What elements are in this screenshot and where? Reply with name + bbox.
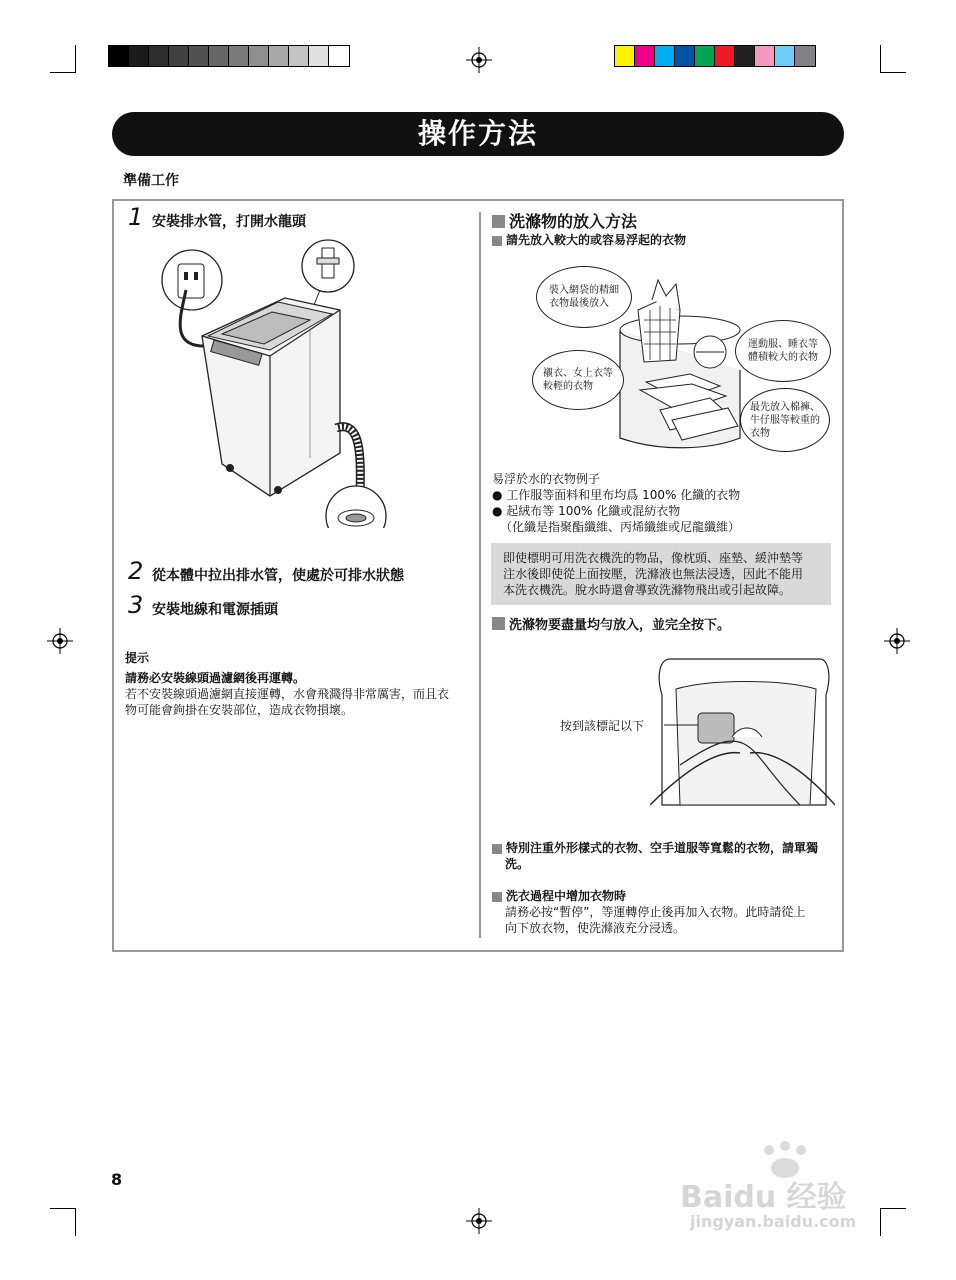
square-bullet-icon bbox=[492, 215, 505, 228]
watermark-url: jingyan.baidu.com bbox=[690, 1212, 857, 1231]
calibration-swatch bbox=[209, 46, 229, 66]
crop-mark bbox=[75, 45, 76, 73]
special-note-cont: 洗。 bbox=[505, 857, 530, 871]
crop-mark bbox=[880, 45, 881, 73]
page-number: 8 bbox=[111, 1170, 123, 1189]
calibration-swatch bbox=[149, 46, 169, 66]
crop-mark bbox=[50, 1208, 76, 1209]
section-heading bbox=[492, 209, 637, 232]
step-number: 3 bbox=[128, 591, 144, 619]
step-2 bbox=[128, 557, 468, 587]
tip-body-line: 若不安裝線頭過濾網直接運轉，水會飛濺得非常厲害，而且衣 bbox=[125, 687, 450, 701]
section-subtitle: 準備工作 bbox=[123, 173, 179, 189]
step-1 bbox=[128, 203, 458, 233]
notice-box bbox=[491, 543, 831, 605]
registration-mark-icon bbox=[466, 1208, 492, 1234]
calibration-swatch bbox=[289, 46, 309, 66]
notice-line: 即使標明可用洗衣機洗的物品，像枕頭、座墊、緩沖墊等 bbox=[503, 551, 804, 565]
page-title: 操作方法 bbox=[112, 112, 844, 156]
calibration-swatch bbox=[735, 46, 755, 66]
calibration-swatch bbox=[309, 46, 329, 66]
crop-mark bbox=[50, 72, 76, 73]
registration-mark-icon bbox=[47, 628, 73, 654]
section-sub-text: 請先放入較大的或容易浮起的衣物 bbox=[506, 233, 687, 247]
float-example-item: ● 起絨布等 100% 化纖或混紡衣物 bbox=[492, 504, 681, 518]
calibration-swatch bbox=[329, 46, 349, 66]
section-subheading bbox=[492, 232, 686, 248]
float-examples-heading: 易浮於水的衣物例子 bbox=[492, 472, 601, 486]
tip-body-line: 物可能會鉤掛在安裝部位，造成衣物損壞。 bbox=[125, 703, 354, 717]
square-bullet-icon bbox=[492, 617, 505, 630]
notice-line: 本洗衣機洗。脫水時還會導致洗滌物飛出或引起故障。 bbox=[503, 583, 792, 597]
net-bag-callout: 裝入網袋的精細 衣物最後放入 bbox=[536, 266, 632, 328]
color-calibration-bar bbox=[614, 45, 816, 67]
section-title: 洗滌物的放入方法 bbox=[509, 212, 638, 231]
calibration-swatch bbox=[635, 46, 655, 66]
square-bullet-icon bbox=[492, 892, 502, 902]
calibration-swatch bbox=[755, 46, 775, 66]
calibration-swatch bbox=[229, 46, 249, 66]
step-3 bbox=[128, 591, 468, 621]
add-clothes-body: 請務必按“暫停”，等運轉停止後再加入衣物。此時請從上 bbox=[505, 905, 806, 919]
crop-mark bbox=[880, 1208, 906, 1209]
tip-label: 提示 bbox=[125, 651, 150, 665]
step-text: 安裝排水管，打開水龍頭 bbox=[152, 214, 306, 230]
special-note: 特別注重外形樣式的衣物、空手道服等寬鬆的衣物，請單獨 bbox=[492, 840, 818, 856]
calibration-swatch bbox=[249, 46, 269, 66]
calibration-swatch bbox=[169, 46, 189, 66]
calibration-swatch bbox=[695, 46, 715, 66]
calibration-swatch bbox=[189, 46, 209, 66]
grayscale-calibration-bar bbox=[108, 45, 350, 67]
registration-mark-icon bbox=[466, 47, 492, 73]
press-mark-label: 按到該標記以下 bbox=[560, 719, 645, 733]
sports-clothes-callout: 運動服、睡衣等 體積較大的衣物 bbox=[735, 320, 831, 382]
bullet-icon: ● bbox=[492, 488, 507, 502]
float-example-item: ● 工作服等面料和里布均爲 100% 化纖的衣物 bbox=[492, 488, 741, 502]
step-number: 2 bbox=[128, 557, 144, 585]
tip-heading: 請務必安裝線頭過濾網後再運轉。 bbox=[125, 671, 306, 685]
calibration-swatch bbox=[775, 46, 795, 66]
crop-mark bbox=[75, 1208, 76, 1236]
calibration-swatch bbox=[795, 46, 815, 66]
step-number: 1 bbox=[128, 203, 144, 231]
registration-mark-icon bbox=[884, 628, 910, 654]
calibration-swatch bbox=[615, 46, 635, 66]
square-bullet-icon bbox=[492, 844, 502, 854]
float-example-note: （化纖是指聚酯纖維、丙烯纖維或尼龍纖維） bbox=[500, 520, 741, 534]
calibration-swatch bbox=[269, 46, 289, 66]
calibration-swatch bbox=[655, 46, 675, 66]
heavy-clothes-callout: 最先放入棉褲、 牛仔服等較重的 衣物 bbox=[740, 388, 830, 452]
crop-mark bbox=[880, 1208, 881, 1236]
step-text: 從本體中拉出排水管，使處於可排水狀態 bbox=[152, 568, 404, 584]
watermark-brand: Baidu 经验 bbox=[680, 1180, 847, 1215]
calibration-swatch bbox=[675, 46, 695, 66]
add-clothes-heading: 洗衣過程中增加衣物時 bbox=[492, 888, 626, 904]
shirts-callout: 襯衣、女上衣等 較輕的衣物 bbox=[532, 350, 624, 410]
crop-mark bbox=[880, 72, 906, 73]
press-heading: 洗滌物要盡量均勻放入，並完全按下。 bbox=[492, 614, 730, 633]
column-divider bbox=[479, 212, 481, 938]
calibration-swatch bbox=[129, 46, 149, 66]
calibration-swatch bbox=[109, 46, 129, 66]
bullet-icon: ● bbox=[492, 504, 507, 518]
press-laundry-illustration bbox=[650, 655, 835, 825]
washing-machine-illustration bbox=[160, 238, 400, 528]
calibration-swatch bbox=[715, 46, 735, 66]
notice-line: 注水後即使從上面按壓，洗滌液也無法浸透，因此不能用 bbox=[503, 567, 804, 581]
step-text: 安裝地線和電源插頭 bbox=[152, 602, 278, 618]
add-clothes-body: 向下放衣物，使洗滌液充分浸透。 bbox=[505, 921, 686, 935]
square-bullet-icon bbox=[492, 236, 502, 246]
